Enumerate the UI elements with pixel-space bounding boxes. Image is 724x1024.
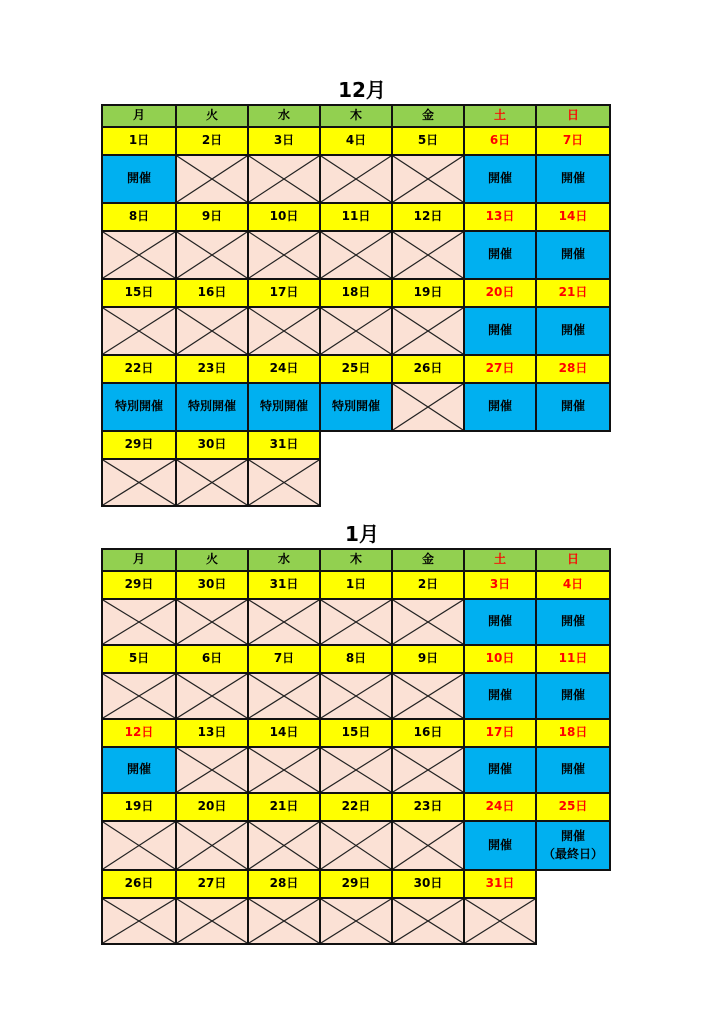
cross-mark-icon — [177, 308, 247, 354]
cross-mark-icon — [321, 156, 391, 202]
closed-cell — [175, 458, 249, 507]
event-open-cell: 開催 — [463, 746, 537, 794]
cross-mark-icon — [177, 899, 247, 943]
closed-cell — [391, 230, 465, 280]
date-cell: 4日 — [535, 570, 611, 600]
closed-cell — [319, 306, 393, 356]
date-cell: 1日 — [101, 126, 177, 156]
weekday-header: 月 — [101, 104, 177, 128]
closed-cell — [175, 306, 249, 356]
date-cell: 29日 — [319, 869, 393, 899]
event-open-cell: 開催 — [463, 306, 537, 356]
date-cell: 13日 — [175, 718, 249, 748]
event-open-cell: 開催 — [535, 672, 611, 720]
cross-mark-icon — [249, 232, 319, 278]
closed-cell — [319, 230, 393, 280]
date-cell: 30日 — [175, 430, 249, 460]
date-cell: 14日 — [247, 718, 321, 748]
date-cell: 3日 — [463, 570, 537, 600]
closed-cell — [247, 746, 321, 794]
event-open-cell: 開催 — [463, 598, 537, 646]
date-cell: 31日 — [463, 869, 537, 899]
date-cell: 4日 — [319, 126, 393, 156]
cross-mark-icon — [103, 600, 175, 644]
weekday-header: 日 — [535, 104, 611, 128]
date-cell: 8日 — [101, 202, 177, 232]
cross-mark-icon — [177, 232, 247, 278]
date-cell: 17日 — [247, 278, 321, 308]
date-cell: 19日 — [101, 792, 177, 822]
closed-cell — [247, 672, 321, 720]
cross-mark-icon — [321, 600, 391, 644]
date-cell: 31日 — [247, 570, 321, 600]
date-cell: 2日 — [175, 126, 249, 156]
event-open-cell: 開催 — [463, 154, 537, 204]
closed-cell — [247, 154, 321, 204]
date-cell: 25日 — [535, 792, 611, 822]
cross-mark-icon — [103, 460, 175, 505]
event-open-cell: 開催 — [535, 746, 611, 794]
date-cell: 26日 — [101, 869, 177, 899]
date-cell: 13日 — [463, 202, 537, 232]
cross-mark-icon — [249, 748, 319, 792]
event-open-cell: 開催 — [535, 382, 611, 432]
closed-cell — [101, 672, 177, 720]
weekday-header: 木 — [319, 104, 393, 128]
date-cell: 14日 — [535, 202, 611, 232]
closed-cell — [391, 306, 465, 356]
weekday-header: 火 — [175, 104, 249, 128]
weekday-header: 土 — [463, 548, 537, 572]
cross-mark-icon — [393, 748, 463, 792]
date-cell: 21日 — [247, 792, 321, 822]
closed-cell — [247, 598, 321, 646]
closed-cell — [319, 672, 393, 720]
event-open-cell: 開催 — [463, 382, 537, 432]
date-cell: 10日 — [247, 202, 321, 232]
event-open-cell: 開催 — [463, 820, 537, 871]
weekday-header: 金 — [391, 548, 465, 572]
cross-mark-icon — [393, 822, 463, 869]
event-open-cell: 特別開催 — [101, 382, 177, 432]
cross-mark-icon — [321, 748, 391, 792]
event-open-cell: 開催 （最終日） — [535, 820, 611, 871]
event-open-cell: 開催 — [463, 672, 537, 720]
cross-mark-icon — [249, 600, 319, 644]
closed-cell — [391, 746, 465, 794]
cross-mark-icon — [103, 232, 175, 278]
cross-mark-icon — [249, 308, 319, 354]
date-cell: 24日 — [247, 354, 321, 384]
closed-cell — [391, 897, 465, 945]
event-open-cell: 特別開催 — [175, 382, 249, 432]
event-open-cell: 開催 — [101, 746, 177, 794]
weekday-header: 水 — [247, 104, 321, 128]
event-open-cell: 開催 — [101, 154, 177, 204]
cross-mark-icon — [249, 156, 319, 202]
date-cell: 27日 — [175, 869, 249, 899]
date-cell: 5日 — [391, 126, 465, 156]
closed-cell — [391, 820, 465, 871]
closed-cell — [319, 746, 393, 794]
date-cell: 27日 — [463, 354, 537, 384]
cross-mark-icon — [177, 600, 247, 644]
closed-cell — [175, 598, 249, 646]
date-cell: 20日 — [463, 278, 537, 308]
cross-mark-icon — [249, 674, 319, 718]
closed-cell — [101, 897, 177, 945]
weekday-header: 日 — [535, 548, 611, 572]
cross-mark-icon — [177, 156, 247, 202]
date-cell: 5日 — [101, 644, 177, 674]
date-cell: 2日 — [391, 570, 465, 600]
date-cell: 29日 — [101, 430, 177, 460]
date-cell: 26日 — [391, 354, 465, 384]
closed-cell — [101, 598, 177, 646]
date-cell: 1日 — [319, 570, 393, 600]
date-cell: 28日 — [247, 869, 321, 899]
cross-mark-icon — [177, 674, 247, 718]
closed-cell — [175, 672, 249, 720]
date-cell: 31日 — [247, 430, 321, 460]
closed-cell — [319, 598, 393, 646]
cross-mark-icon — [321, 308, 391, 354]
cross-mark-icon — [249, 822, 319, 869]
date-cell: 17日 — [463, 718, 537, 748]
cross-mark-icon — [393, 384, 463, 430]
cross-mark-icon — [103, 822, 175, 869]
date-cell: 18日 — [319, 278, 393, 308]
cross-mark-icon — [177, 822, 247, 869]
weekday-header: 木 — [319, 548, 393, 572]
date-cell: 30日 — [391, 869, 465, 899]
date-cell: 24日 — [463, 792, 537, 822]
closed-cell — [247, 230, 321, 280]
date-cell: 20日 — [175, 792, 249, 822]
date-cell: 11日 — [535, 644, 611, 674]
closed-cell — [319, 154, 393, 204]
cross-mark-icon — [321, 674, 391, 718]
closed-cell — [101, 820, 177, 871]
closed-cell — [247, 820, 321, 871]
cross-mark-icon — [393, 156, 463, 202]
cross-mark-icon — [393, 674, 463, 718]
date-cell: 21日 — [535, 278, 611, 308]
weekday-header: 月 — [101, 548, 177, 572]
closed-cell — [101, 230, 177, 280]
cross-mark-icon — [393, 308, 463, 354]
closed-cell — [175, 897, 249, 945]
date-cell: 10日 — [463, 644, 537, 674]
weekday-header: 金 — [391, 104, 465, 128]
date-cell: 15日 — [101, 278, 177, 308]
cross-mark-icon — [177, 460, 247, 505]
weekday-header: 土 — [463, 104, 537, 128]
closed-cell — [391, 382, 465, 432]
cross-mark-icon — [249, 899, 319, 943]
event-open-cell: 特別開催 — [319, 382, 393, 432]
cross-mark-icon — [465, 899, 535, 943]
closed-cell — [247, 897, 321, 945]
date-cell: 6日 — [463, 126, 537, 156]
closed-cell — [101, 306, 177, 356]
closed-cell — [247, 458, 321, 507]
event-open-cell: 開催 — [535, 230, 611, 280]
date-cell: 3日 — [247, 126, 321, 156]
date-cell: 8日 — [319, 644, 393, 674]
cross-mark-icon — [321, 899, 391, 943]
cross-mark-icon — [321, 822, 391, 869]
date-cell: 12日 — [391, 202, 465, 232]
date-cell: 25日 — [319, 354, 393, 384]
date-cell: 19日 — [391, 278, 465, 308]
date-cell: 7日 — [535, 126, 611, 156]
cross-mark-icon — [249, 460, 319, 505]
weekday-header: 火 — [175, 548, 249, 572]
closed-cell — [391, 598, 465, 646]
closed-cell — [247, 306, 321, 356]
closed-cell — [175, 230, 249, 280]
event-open-cell: 開催 — [535, 154, 611, 204]
cross-mark-icon — [393, 232, 463, 278]
date-cell: 9日 — [391, 644, 465, 674]
cross-mark-icon — [177, 748, 247, 792]
closed-cell — [175, 746, 249, 794]
date-cell: 23日 — [391, 792, 465, 822]
date-cell: 6日 — [175, 644, 249, 674]
closed-cell — [101, 458, 177, 507]
closed-cell — [463, 897, 537, 945]
date-cell: 11日 — [319, 202, 393, 232]
closed-cell — [391, 672, 465, 720]
event-open-cell: 開催 — [535, 306, 611, 356]
date-cell: 15日 — [319, 718, 393, 748]
date-cell: 16日 — [175, 278, 249, 308]
cross-mark-icon — [103, 674, 175, 718]
event-open-cell: 開催 — [463, 230, 537, 280]
date-cell: 22日 — [101, 354, 177, 384]
month-title-dec: 12月 — [338, 78, 386, 102]
date-cell: 9日 — [175, 202, 249, 232]
closed-cell — [319, 897, 393, 945]
date-cell: 28日 — [535, 354, 611, 384]
event-open-cell: 特別開催 — [247, 382, 321, 432]
date-cell: 7日 — [247, 644, 321, 674]
date-cell: 30日 — [175, 570, 249, 600]
date-cell: 16日 — [391, 718, 465, 748]
cross-mark-icon — [103, 308, 175, 354]
date-cell: 29日 — [101, 570, 177, 600]
event-open-cell: 開催 — [535, 598, 611, 646]
date-cell: 23日 — [175, 354, 249, 384]
closed-cell — [175, 154, 249, 204]
cross-mark-icon — [393, 600, 463, 644]
closed-cell — [175, 820, 249, 871]
month-title-jan: 1月 — [345, 522, 379, 546]
date-cell: 18日 — [535, 718, 611, 748]
cross-mark-icon — [103, 899, 175, 943]
cross-mark-icon — [393, 899, 463, 943]
cross-mark-icon — [321, 232, 391, 278]
closed-cell — [391, 154, 465, 204]
date-cell: 22日 — [319, 792, 393, 822]
closed-cell — [319, 820, 393, 871]
date-cell: 12日 — [101, 718, 177, 748]
weekday-header: 水 — [247, 548, 321, 572]
